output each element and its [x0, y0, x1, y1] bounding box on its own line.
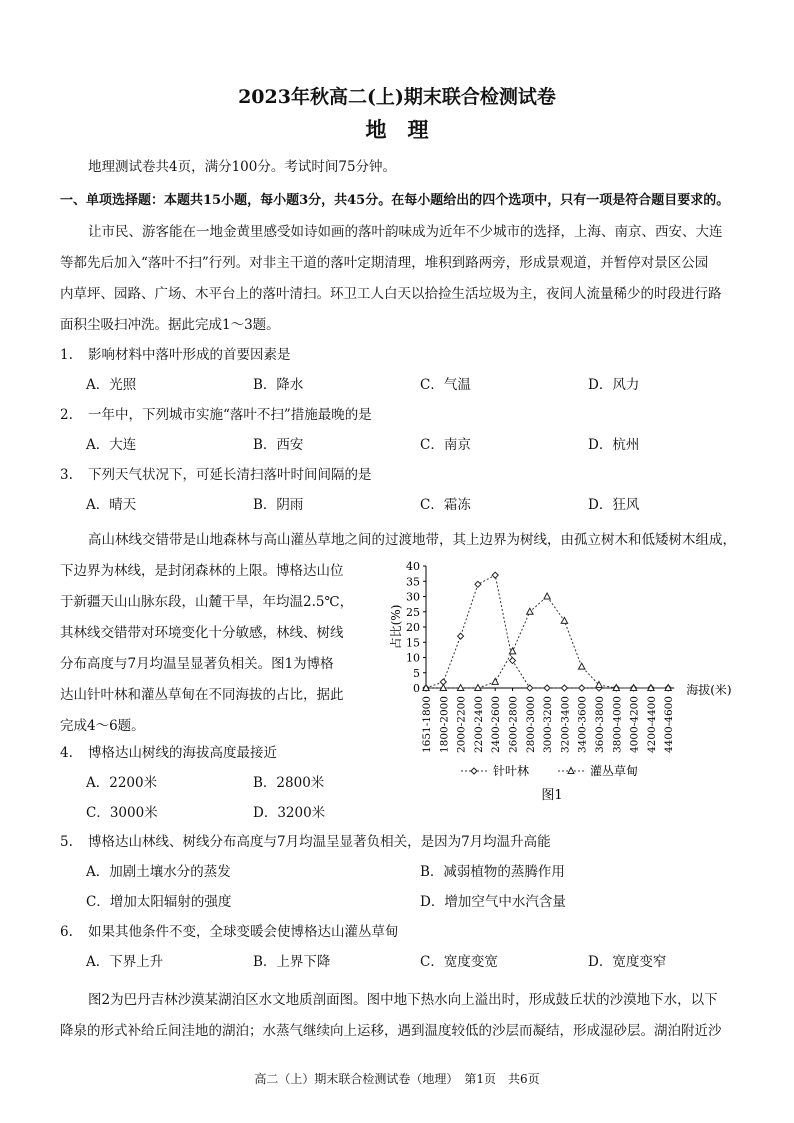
y-axis-label: 占比(%) — [389, 604, 403, 650]
exam-intro: 地理测试卷共4页，满分100分。考试时间75分钟。 — [88, 159, 397, 175]
option-d[interactable]: D．杭州 — [588, 437, 640, 453]
legend-label: 针叶林 — [493, 764, 530, 778]
option-c[interactable]: C．霜冻 — [420, 497, 471, 513]
passage2-line: 分布高度与7月均温呈显著负相关。图1为博格 — [60, 656, 334, 672]
data-point-diamond — [458, 633, 464, 639]
y-tick-label: 15 — [406, 636, 420, 650]
x-tick-label: 4400-4600 — [663, 696, 676, 753]
y-tick-label: 35 — [406, 575, 420, 589]
x-tick-label: 2600-2800 — [507, 696, 520, 753]
option-d[interactable]: D．狂风 — [588, 497, 640, 513]
question-stem: 博格达山林线、树线分布高度与7月均温呈显著负相关，是因为7月均温升高能 — [88, 834, 551, 850]
option-c[interactable]: C．宽度变宽 — [420, 954, 498, 970]
option-b[interactable]: B．减弱植物的蒸腾作用 — [420, 864, 565, 880]
question-5 — [60, 830, 551, 850]
option-c[interactable]: C．增加太阳辐射的强度 — [86, 894, 232, 910]
option-a[interactable]: A．下界上升 — [86, 954, 164, 970]
question-stem: 影响材料中落叶形成的首要因素是 — [88, 347, 291, 363]
option-c[interactable]: C．南京 — [420, 437, 471, 453]
data-point-triangle — [561, 617, 567, 623]
x-tick-label: 2200-2400 — [472, 696, 485, 753]
question-1 — [60, 343, 291, 363]
figure-caption: 图1 — [541, 788, 563, 803]
x-axis-label: 海拔(米) — [686, 683, 732, 697]
x-tick-label: 3600-3800 — [594, 696, 606, 753]
question-number: 6. — [60, 924, 73, 940]
passage2-line: 下边界为林线，是封闭森林的上限。博格达山位 — [60, 563, 344, 579]
x-tick-label: 3800-4000 — [611, 696, 624, 753]
option-a[interactable]: A．2200米 — [86, 775, 158, 791]
x-tick-label: 1651-1800 — [421, 696, 433, 753]
x-tick-label: 1800-2000 — [438, 696, 451, 753]
question-number: 3. — [60, 467, 73, 483]
option-b[interactable]: B．阴雨 — [253, 497, 304, 513]
option-b[interactable]: B．上界下降 — [253, 954, 331, 970]
passage3-line: 降泉的形式补给丘间洼地的湖泊；水蒸气继续向上运移，遇到温度较低的沙层而凝结，形成湿砂层。湖泊附近沙 — [60, 1023, 722, 1039]
question-number: 1. — [60, 347, 73, 363]
y-tick-label: 10 — [406, 651, 420, 665]
question-6 — [60, 920, 399, 940]
question-number: 4. — [60, 745, 73, 761]
option-b[interactable]: B．2800米 — [253, 775, 325, 791]
y-tick-label: 20 — [406, 621, 420, 634]
x-tick-label: 2400-2600 — [490, 696, 503, 753]
data-point-diamond — [561, 685, 567, 691]
passage1-line: 内草坪、园路、广场、木平台上的落叶清扫。环卫工人白天以拾捡生活垃圾为主，夜间人流量稀少的时段进行路 — [60, 286, 722, 302]
option-d[interactable]: D．风力 — [588, 377, 640, 393]
question-2 — [60, 403, 372, 423]
option-d[interactable]: D．宽度变窄 — [588, 954, 667, 970]
question-stem: 如果其他条件不变，全球变暖会使博格达山灌丛草甸 — [88, 924, 399, 940]
legend-marker-diamond — [471, 768, 477, 774]
y-tick-label: 5 — [413, 666, 420, 680]
x-tick-label: 4000-4200 — [628, 696, 641, 753]
passage3-line: 图2为巴丹吉林沙漠某湖泊区水文地质剖面图。图中地下热水向上溢出时，形成鼓丘状的沙漠地下水，以下 — [88, 992, 718, 1008]
option-a[interactable]: A．光照 — [86, 377, 137, 393]
x-tick-label: 3200-3400 — [559, 696, 572, 753]
question-stem: 博格达山树线的海拔高度最接近 — [88, 745, 277, 761]
data-point-triangle — [527, 608, 533, 614]
subject-title: 地 理 — [365, 117, 429, 142]
x-tick-label: 4200-4400 — [645, 696, 658, 753]
data-point-triangle — [579, 663, 585, 669]
question-number: 2. — [60, 407, 73, 423]
x-tick-label: 3400-3600 — [576, 696, 589, 753]
data-point-diamond — [544, 685, 550, 691]
option-a[interactable]: A．加剧土壤水分的蒸发 — [86, 864, 231, 880]
x-tick-label: 3000-3200 — [542, 696, 555, 753]
passage1-line: 等都先后加入“落叶不扫”行列。对非主干道的落叶定期清理，堆积到路两旁，形成景观道，并暂停对景区公园 — [60, 255, 709, 271]
y-tick-label: 40 — [406, 560, 420, 573]
question-4 — [60, 741, 277, 761]
page-footer: 高二（上）期末联合检测试卷（地理） 第1页 共6页 — [254, 1072, 540, 1086]
legend-label: 灌丛草甸 — [590, 764, 639, 778]
data-point-diamond — [527, 685, 533, 691]
question-stem: 下列天气状况下，可延长清扫落叶时间间隔的是 — [88, 467, 372, 483]
option-c[interactable]: C．气温 — [420, 377, 471, 393]
exam-title: 2023年秋高二(上)期末联合检测试卷 — [238, 86, 556, 108]
option-a[interactable]: A．大连 — [86, 437, 137, 453]
series-line-triangle — [426, 597, 668, 689]
option-a[interactable]: A．晴天 — [86, 497, 137, 513]
y-tick-label: 30 — [406, 590, 420, 604]
x-tick-label: 2800-3000 — [524, 696, 537, 753]
data-point-diamond — [492, 572, 498, 578]
data-point-diamond — [510, 658, 516, 664]
passage1-line: 让市民、游客能在一地金黄里感受如诗如画的落叶韵味成为近年不少城市的选择，上海、南京、西安、大连 — [88, 224, 723, 240]
option-b[interactable]: B．西安 — [253, 437, 304, 453]
passage2-line: 其林线交错带对环境变化十分敏感，林线、树线 — [60, 625, 344, 641]
question-number: 5. — [60, 834, 73, 850]
question-3 — [60, 463, 372, 483]
legend-marker-triangle — [568, 768, 574, 774]
passage2-line: 高山林线交错带是山地森林与高山灌丛草地之间的过渡地带，其上边界为树线，由孤立树木和低矮树木组成， — [88, 532, 736, 548]
y-tick-label: 0 — [413, 682, 420, 695]
option-b[interactable]: B．降水 — [253, 377, 304, 393]
option-c[interactable]: C．3000米 — [86, 805, 158, 821]
data-point-triangle — [492, 678, 498, 684]
option-d[interactable]: D．增加空气中水汽含量 — [420, 894, 566, 910]
option-d[interactable]: D．3200米 — [253, 805, 326, 821]
data-point-triangle — [544, 593, 550, 599]
data-point-diamond — [579, 685, 585, 691]
figure1-chart — [376, 556, 736, 806]
passage1-line: 面积尘吸扫冲洗。据此完成1～3题。 — [60, 317, 280, 333]
data-point-diamond — [475, 581, 481, 587]
x-tick-label: 2000-2200 — [455, 696, 468, 753]
section-heading: 一、单项选择题：本题共15小题，每小题3分，共45分。在每小题给出的四个选项中，只有一项是符合题目要求的。 — [60, 193, 730, 208]
passage2-line: 于新疆天山山脉东段，山麓干旱，年均温2.5℃， — [60, 594, 354, 610]
passage2-line: 完成4～6题。 — [60, 718, 145, 734]
y-tick-label: 25 — [406, 605, 420, 619]
passage2-line: 达山针叶林和灌丛草甸在不同海拔的占比，据此 — [60, 687, 344, 703]
question-stem: 一年中，下列城市实施“落叶不扫”措施最晚的是 — [88, 407, 372, 423]
